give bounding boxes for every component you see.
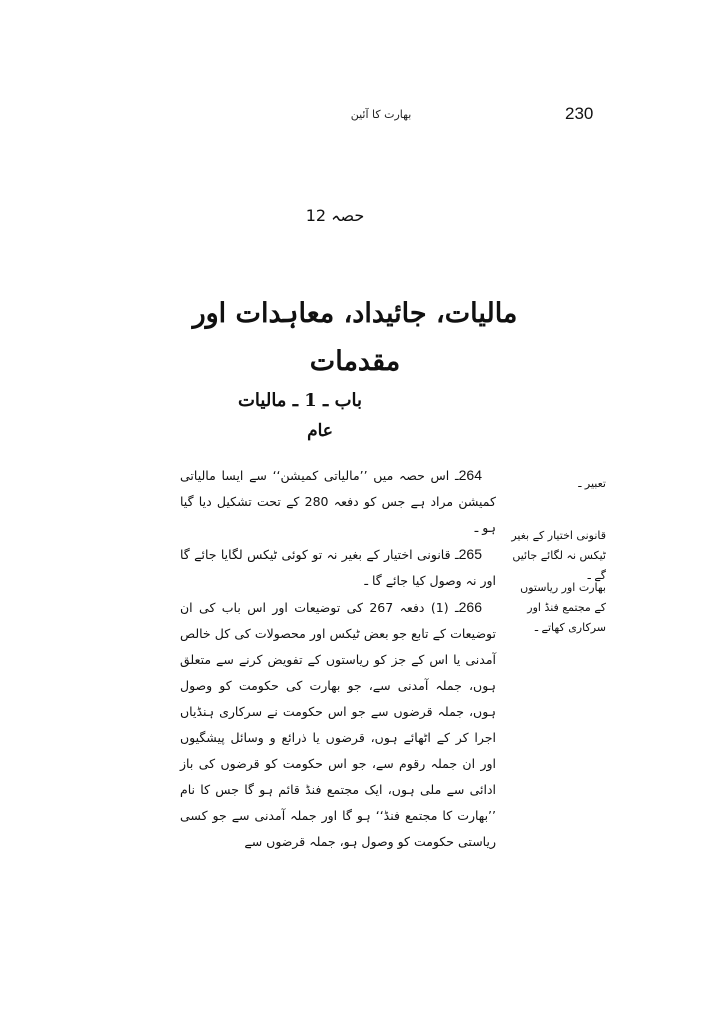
part-label: حصہ 12 (305, 206, 365, 225)
article-number: 264 (458, 467, 482, 483)
article-text: ـ (1) دفعہ 267 کی توضیعات اور اس باب کی ان توضیعات کے تابع جو بعض ٹیکس اور محصولات کی کل خالص آمدنی یا اس کے جز کو ریاستوں کے تفویض کرنے سے متعلق ہوں، جملہ آمدنی سے، جو بھارت کی حکومت کو وصول ہوں، جملہ قرضوں سے جو اس حکومت نے سرکاری ہنڈیاں اجرا کر کے اٹھائے ہوں، قرضوں یا ذرائع و وسائل پیشگیوں اور ان جملہ رقوم سے، جو اس حکومت کو قرضوں کی باز ادائی سے ملی ہوں، ایک مجتمع فنڈ قائم ہو گا جس کا نام ’’بھارت کا مجتمع فنڈ‘‘ ہو گا اور جملہ آمدنی سے جو کسی ریاستی حکومت کو وصول ہو، جملہ قرضوں سے (180, 600, 496, 849)
margin-note-consolidated-funds: بھارت اور ریاستوں کے مجتمع فنڈ اور سرکاری کھاتے ـ (520, 581, 606, 634)
article-text: ـ اس حصہ میں ’’مالیاتی کمیشن‘‘ سے ایسا مالیاتی کمیشن مراد ہے جس کو دفعہ 280 کے تحت تشکیل دیا گیا ہو ـ (180, 468, 496, 535)
article-264 (180, 462, 496, 541)
margin-note-taxes-authority: قانونی اختیار کے بغیر ٹیکس نہ لگائے جائیں گے ـ (511, 529, 606, 582)
running-header: بھارت کا آئین (350, 108, 412, 121)
article-265 (180, 541, 496, 594)
chapter-title: باب ـ 1 ـ مالیات (237, 390, 363, 411)
page-number: 230 (565, 104, 594, 123)
article-number: 265 (458, 546, 482, 562)
section-subtitle: عام (307, 421, 333, 441)
part-title: مالیات، جائیداد، معاہدات اور مقدمات (192, 298, 518, 377)
main-text-column (180, 462, 496, 855)
article-number: 266 (458, 599, 482, 615)
article-text: ـ قانونی اختیار کے بغیر نہ تو کوئی ٹیکس لگایا جائے گا اور نہ وصول کیا جائے گا ـ (180, 547, 496, 588)
margin-note-interpretation: تعبیر ـ (578, 477, 606, 490)
article-266 (180, 594, 496, 855)
